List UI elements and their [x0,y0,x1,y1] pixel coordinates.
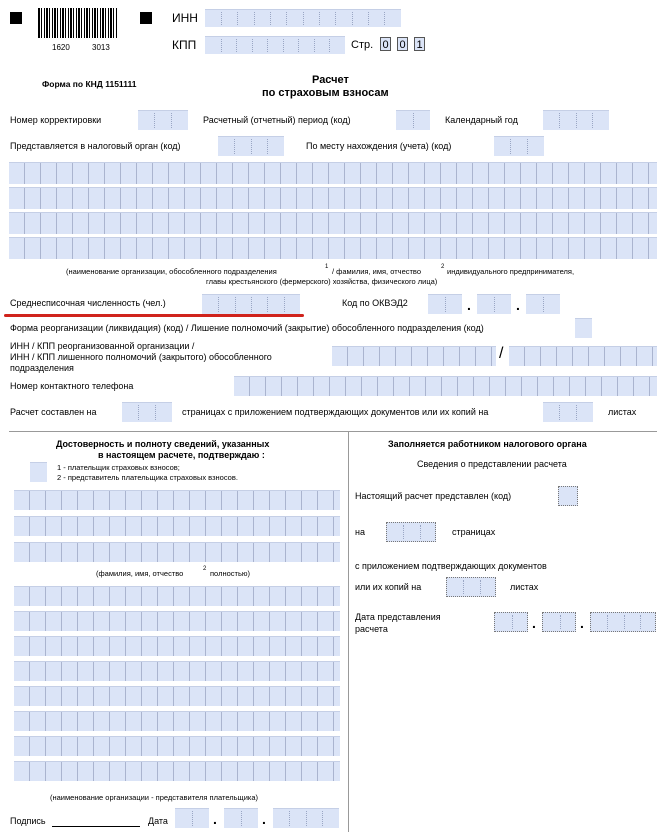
headcount-underline [4,314,304,317]
reorg-inn-line3: подразделения [10,363,74,373]
office-date-day[interactable] [494,612,528,632]
date-label: Дата [148,816,168,826]
pages-label: страницах [452,527,496,537]
fio-row-2[interactable] [14,516,340,536]
org-name-note-a: (наименование организации, обособленного подразделения [66,267,277,276]
org-name-note-b: / фамилия, имя, отчество [332,267,422,276]
confirm-heading-line2: в настоящем расчете, подтверждаю : [98,450,265,460]
rep-org-row-2[interactable] [14,611,340,631]
rep-org-row-7[interactable] [14,736,340,756]
calendar-year-input[interactable] [543,110,609,130]
rep-org-row-5[interactable] [14,686,340,706]
org-name-row-3[interactable] [9,212,657,234]
page-digit-3: 1 [414,37,425,51]
tax-authority-input[interactable] [218,136,284,156]
rep-org-row-4[interactable] [14,661,340,681]
page-label: Стр. [351,39,374,51]
barcode-number-right: 3013 [92,43,110,52]
sign-date-dot-2: . [262,811,266,827]
office-pages-input[interactable] [386,522,436,542]
page-digit-2: 0 [397,37,408,51]
reorg-inn-line2: ИНН / КПП лишенного полномочий (закрытого) обособленного [10,352,272,362]
office-subheading: Сведения о представлении расчета [417,459,567,469]
page-digit-1: 0 [380,37,391,51]
fio-row-1[interactable] [14,490,340,510]
reorg-kpp-input[interactable] [509,346,657,366]
or-copies-label: или их копий на [355,582,422,592]
sheets-label: листах [510,582,539,592]
phone-label: Номер контактного телефона [10,381,134,391]
office-date-year[interactable] [590,612,656,632]
fio-note-b: полностью) [210,569,250,578]
okved-part1[interactable] [428,294,462,314]
org-name-sup1: 1 [325,264,329,270]
column-divider [348,431,349,832]
phone-input[interactable] [234,376,657,396]
option-representative: 2 - представитель плательщика страховых взносов. [57,473,238,482]
reorg-form-input[interactable] [575,318,592,338]
signature-label: Подпись [10,816,46,826]
fio-sup: 2 [203,566,207,572]
rep-org-row-1[interactable] [14,586,340,606]
okved-label: Код по ОКВЭД2 [342,298,408,308]
sheets-count-input[interactable] [543,402,593,422]
date-submitted-line1: Дата представления [355,612,441,622]
correction-number-input[interactable] [138,110,188,130]
calendar-year-label: Календарный год [445,115,518,125]
okved-part2[interactable] [477,294,511,314]
office-date-dot-2: . [580,615,584,631]
correction-number-label: Номер корректировки [10,115,102,125]
org-name-note-d: главы крестьянского (фермерского) хозяйства, физического лица) [206,277,438,286]
form-knd: Форма по КНД 1151111 [42,79,137,89]
office-heading: Заполняется работником налогового органа [388,439,587,449]
pages-suffix: листах [608,407,637,417]
period-code-input[interactable] [396,110,430,130]
barcode [38,8,118,38]
section-divider [9,431,657,432]
tax-authority-label: Представляется в налоговый орган (код) [10,141,181,151]
rep-org-row-8[interactable] [14,761,340,781]
reorg-inn-input[interactable] [332,346,496,366]
okved-dot-2: . [516,297,520,313]
barcode-number-left: 1620 [52,43,70,52]
org-name-row-2[interactable] [9,187,657,209]
avg-headcount-input[interactable] [202,294,300,314]
on-label: на [355,527,365,537]
pages-middle: страницах с приложением подтверждающих документов или их копий на [182,407,489,417]
rep-org-row-3[interactable] [14,636,340,656]
date-submitted-line2: расчета [355,624,388,634]
signature-line[interactable] [52,826,140,827]
kpp-label: КПП [172,38,197,52]
with-docs-label: с приложением подтверждающих документов [355,561,547,571]
signer-type-input[interactable] [30,462,47,482]
office-date-month[interactable] [542,612,576,632]
pages-prefix: Расчет составлен на [10,407,97,417]
submitted-code-input[interactable] [558,486,578,506]
reorg-inn-line1: ИНН / КПП реорганизованной организации / [10,341,195,351]
okved-part3[interactable] [526,294,560,314]
sign-date-dot-1: . [213,811,217,827]
option-payer: 1 - плательщик страховых взносов; [57,463,180,472]
office-date-dot-1: . [532,615,536,631]
inn-label: ИНН [172,11,198,25]
kpp-input[interactable] [205,36,345,54]
confirm-heading-line1: Достоверность и полноту сведений, указанных [56,439,270,449]
office-sheets-input[interactable] [446,577,496,597]
org-name-row-1[interactable] [9,162,657,184]
reorg-form-label: Форма реорганизации (ликвидация) (код) / Лишение полномочий (закрытие) обособленного подразделения (код) [10,323,484,333]
title-line1: Расчет [312,74,349,86]
location-code-label: По месту нахождения (учета) (код) [306,141,452,151]
org-name-note-c: индивидуального предпринимателя, [447,267,575,276]
reorg-slash: / [499,345,504,362]
avg-headcount-label: Среднесписочная численность (чел.) [10,298,166,308]
okved-dot-1: . [467,297,471,313]
fio-note-a: (фамилия, имя, отчество [96,569,184,578]
rep-org-row-6[interactable] [14,711,340,731]
registration-mark-right [140,12,152,24]
fio-row-3[interactable] [14,542,340,562]
title-line2: по страховым взносам [262,87,389,99]
org-name-row-4[interactable] [9,237,657,259]
inn-input[interactable] [205,9,401,27]
location-code-input[interactable] [494,136,544,156]
registration-mark-left [10,12,22,24]
pages-count-input[interactable] [122,402,172,422]
period-code-label: Расчетный (отчетный) период (код) [203,115,351,125]
sign-date-day[interactable] [175,808,209,828]
submitted-code-label: Настоящий расчет представлен (код) [355,491,512,501]
sign-date-year[interactable] [273,808,339,828]
sign-date-month[interactable] [224,808,258,828]
org-name-sup2: 2 [441,264,445,270]
rep-org-note: (наименование организации - представителя плательщика) [50,793,258,802]
